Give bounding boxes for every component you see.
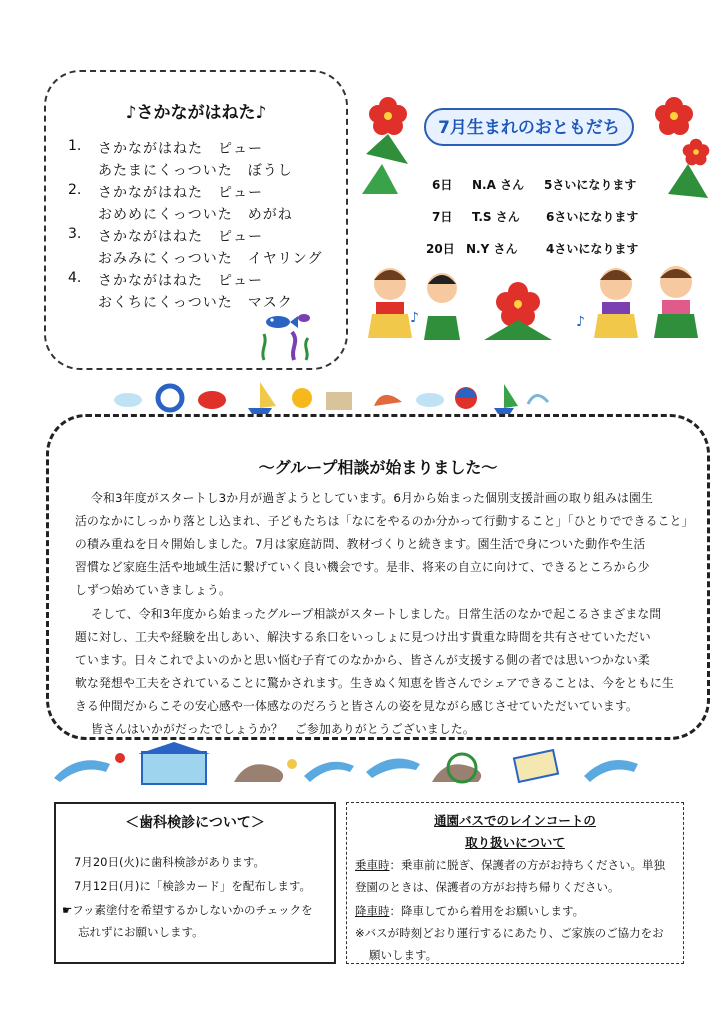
alighting-text: ：降車してから着用をお願いします。 xyxy=(389,904,585,918)
song-title: ♪さかながはねた♪ xyxy=(125,103,267,123)
bus-title-line2: 取り扱いについて xyxy=(465,835,565,850)
boarding-label: 乗車時 xyxy=(355,858,390,872)
birthday-name: N.Y さん xyxy=(466,242,518,256)
dental-title: ＜歯科検診について＞ xyxy=(125,815,265,831)
paragraph-line: の積み重ねを日々開始しました。7月は家庭訪問、教材づくりと続きます。園生活で身についた動作や生活 xyxy=(75,537,646,551)
birthday-date: 7日 xyxy=(432,210,453,224)
dental-line: 7月12日(月)に「検診カード」を配布します。 xyxy=(74,879,312,893)
hula-dancers-illustration xyxy=(358,254,716,352)
paragraph-line: 皆さんはいかがだったでしょうか？ ご参加ありがとうございました。 xyxy=(91,722,475,736)
birthday-age: 4さいになります xyxy=(546,242,639,256)
song-box xyxy=(44,70,348,370)
birthday-date: 6日 xyxy=(432,178,453,192)
paragraph-line: ています。日々これでよいのかと思い悩む子育てのなかから、皆さんが支援する側の者では思いつかない柔 xyxy=(75,653,650,667)
bus-note-line2: 願いします。 xyxy=(369,948,438,962)
verse-number: 2. xyxy=(68,182,82,198)
bus-note-line1: ※バスが時刻どおり運行するにあたり、ご家族のご協力をお xyxy=(355,926,664,940)
birthday-title: 7月生まれのおともだち xyxy=(424,108,634,146)
dental-checkup-box xyxy=(54,802,336,964)
dental-line: 忘れずにお願いします。 xyxy=(78,925,204,939)
verse-line: あたまにくっついた ぼうし xyxy=(98,163,293,179)
hibiscus-icon xyxy=(358,94,418,204)
paragraph-line: きる仲間だからこその安心感や一体感なのだろうと皆さんの姿を見ながら感じさせていただいています。 xyxy=(75,699,638,713)
verse-line: おくちにくっついた マスク xyxy=(98,295,293,311)
verse-number: 1. xyxy=(68,138,82,154)
svg-text:♪: ♪ xyxy=(576,314,585,330)
verse-line: さかながはねた ピュー xyxy=(98,141,263,157)
alighting-label: 降車時 xyxy=(355,904,390,918)
paragraph-line: 活のなかにしっかり落とし込まれ、子どもたちは「なにをやるのか分かって行動すること」「ひとりでできること」 xyxy=(75,514,694,528)
birthday-age: 6さいになります xyxy=(546,210,639,224)
verse-number: 4. xyxy=(68,270,82,286)
bus-boarding-line xyxy=(355,857,665,873)
boarding-text: ：乗車前に脱ぎ、保護者の方がお持ちください。単独 xyxy=(389,858,666,872)
decoration-strip-sea xyxy=(112,378,552,416)
birthday-date: 20日 xyxy=(426,242,455,256)
decoration-strip-aquarium xyxy=(48,742,648,790)
birthday-age: 5さいになります xyxy=(544,178,637,192)
hibiscus-icon xyxy=(648,94,714,204)
verse-number: 3. xyxy=(68,226,82,242)
bus-title-line1: 通園バスでのレインコートの xyxy=(434,813,596,828)
bus-alighting-line xyxy=(355,903,584,919)
birthday-name: N.A さん xyxy=(472,178,525,192)
bus-raincoat-box xyxy=(346,802,684,964)
birthday-section xyxy=(358,94,716,354)
verse-line: さかながはねた ピュー xyxy=(98,273,263,289)
paragraph-line: しずつ始めていきましょう。 xyxy=(75,583,231,597)
verse-line: おみみにくっついた イヤリング xyxy=(98,251,323,267)
fish-seaweed-illustration xyxy=(254,308,324,364)
verse-line: さかながはねた ピュー xyxy=(98,229,263,245)
paragraph-line: 題に対し、工夫や経験を出しあい、解決する糸口をいっしょに見つけ出す貴重な時間を共有させていただい xyxy=(75,630,651,644)
paragraph-line: 令和3年度がスタートし3か月が過ぎようとしています。6月から始まった個別支援計画の取り組みは園生 xyxy=(91,491,654,505)
verse-line: おめめにくっついた めがね xyxy=(98,207,293,223)
paragraph-line: 軟な発想や工夫をされていることに驚かされます。生きぬく知恵を皆さんでシェアできることは、今をともに生 xyxy=(75,676,675,690)
svg-text:♪: ♪ xyxy=(410,310,419,326)
verse-line: さかながはねた ピュー xyxy=(98,185,263,201)
dental-line: 7月20日(火)に歯科検診があります。 xyxy=(74,855,266,869)
paragraph-line: 習慣など家庭生活や地域生活に繋げていく良い機会です。是非、将来の自立に向けて、できるところから少 xyxy=(75,560,650,574)
bus-boarding-line2: 登園のときは、保護者の方がお持ち帰りください。 xyxy=(355,880,620,894)
paragraph-line: そして、令和3年度から始まったグループ相談がスタートしました。日常生活のなかで起こるさまざまな問 xyxy=(91,607,662,621)
dental-line: ☛フッ素塗付を希望するかしないかのチェックを xyxy=(62,903,313,917)
group-consultation-box xyxy=(46,414,710,740)
birthday-name: T.S さん xyxy=(472,210,520,224)
group-title: ～グループ相談が始まりました～ xyxy=(258,458,498,477)
